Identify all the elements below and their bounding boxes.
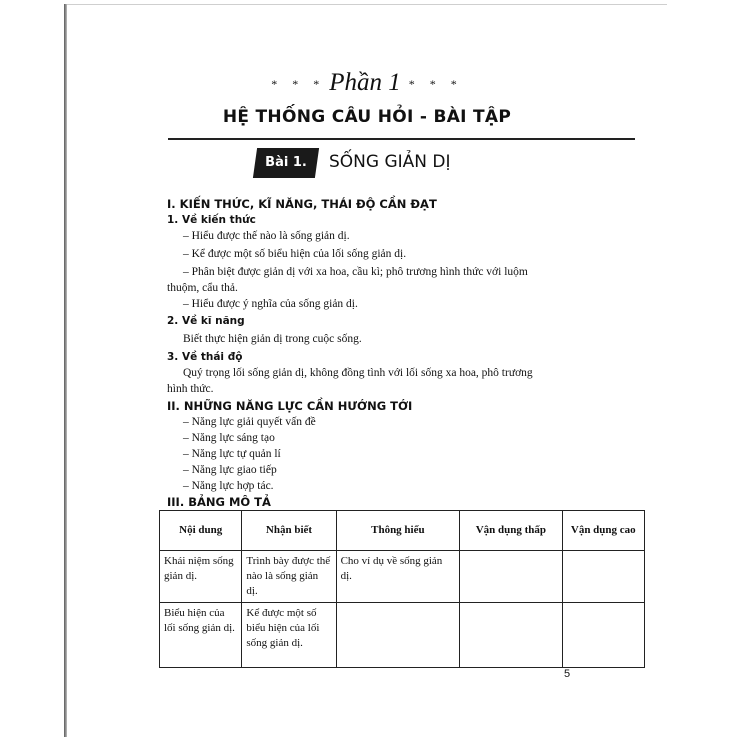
- lesson-badge: [253, 148, 319, 178]
- description-table: [159, 510, 645, 668]
- book-page: [67, 5, 667, 737]
- attitude-text: Quý trọng lối sống giản dị, không đồng tình với lối sống xa hoa, phô trương: [183, 367, 533, 379]
- heading-part-iii: III. BẢNG MÔ TẢ: [167, 495, 271, 509]
- part-label: Phần 1: [329, 69, 401, 96]
- competency-item: – Năng lực giải quyết vấn đề: [183, 416, 316, 428]
- table-header: Nhận biết: [242, 511, 336, 551]
- section-title: HỆ THỐNG CÂU HỎI - BÀI TẬP: [222, 107, 512, 127]
- table-cell: [460, 603, 562, 668]
- table-header: Vận dụng cao: [562, 511, 644, 551]
- heading-part-i: I. KIẾN THỨC, KĨ NĂNG, THÁI ĐỘ CẦN ĐẠT: [167, 197, 437, 211]
- skills-text: Biết thực hiện giản dị trong cuộc sống.: [183, 333, 362, 345]
- table-row: [160, 603, 645, 668]
- table-row: [160, 551, 645, 603]
- knowledge-item: – Hiểu được ý nghĩa của sống giản dị.: [183, 298, 358, 310]
- table-header-row: [160, 511, 645, 551]
- attitude-text-continued: hình thức.: [167, 383, 214, 395]
- page-number: 5: [564, 668, 571, 680]
- table-cell: [562, 603, 644, 668]
- heading-skills: 2. Về kĩ năng: [167, 315, 245, 327]
- table-header: Vận dụng thấp: [460, 511, 562, 551]
- lesson-badge-label: Bài 1.: [265, 155, 307, 170]
- table-header: Nội dung: [160, 511, 242, 551]
- lesson-title: SỐNG GIẢN DỊ: [329, 152, 451, 172]
- table-cell: [336, 603, 460, 668]
- table-cell: Khái niệm sống giản dị.: [160, 551, 242, 603]
- heading-knowledge: 1. Về kiến thức: [167, 214, 256, 226]
- decorative-stars-right: * * *: [408, 76, 463, 91]
- section-divider: [168, 138, 635, 140]
- knowledge-item: – Hiểu được thế nào là sống giản dị.: [183, 230, 350, 242]
- knowledge-item: – Phân biệt được giản dị với xa hoa, cầu kì; phô trương hình thức với luộm: [183, 266, 528, 278]
- table-cell: Kể được một số biểu hiện của lối sống giản dị.: [242, 603, 336, 668]
- competency-item: – Năng lực tự quản lí: [183, 448, 281, 460]
- table-cell: Biểu hiện của lối sống giản dị.: [160, 603, 242, 668]
- competency-item: – Năng lực sáng tạo: [183, 432, 275, 444]
- decorative-stars-left: * * *: [271, 76, 326, 91]
- knowledge-item-continued: thuộm, cẩu thả.: [167, 282, 238, 294]
- knowledge-item: – Kể được một số biểu hiện của lối sống giản dị.: [183, 248, 407, 260]
- heading-attitude: 3. Về thái độ: [167, 351, 243, 363]
- table-header: Thông hiểu: [336, 511, 460, 551]
- table-cell: [460, 551, 562, 603]
- part-title: [67, 69, 667, 97]
- table-cell: [562, 551, 644, 603]
- competency-item: – Năng lực giao tiếp: [183, 464, 277, 476]
- table-cell: Cho ví dụ về sống giản dị.: [336, 551, 460, 603]
- competency-item: – Năng lực hợp tác.: [183, 480, 274, 492]
- heading-part-ii: II. NHỮNG NĂNG LỰC CẦN HƯỚNG TỚI: [167, 399, 413, 413]
- table-cell: Trình bày được thế nào là sống giản dị.: [242, 551, 336, 603]
